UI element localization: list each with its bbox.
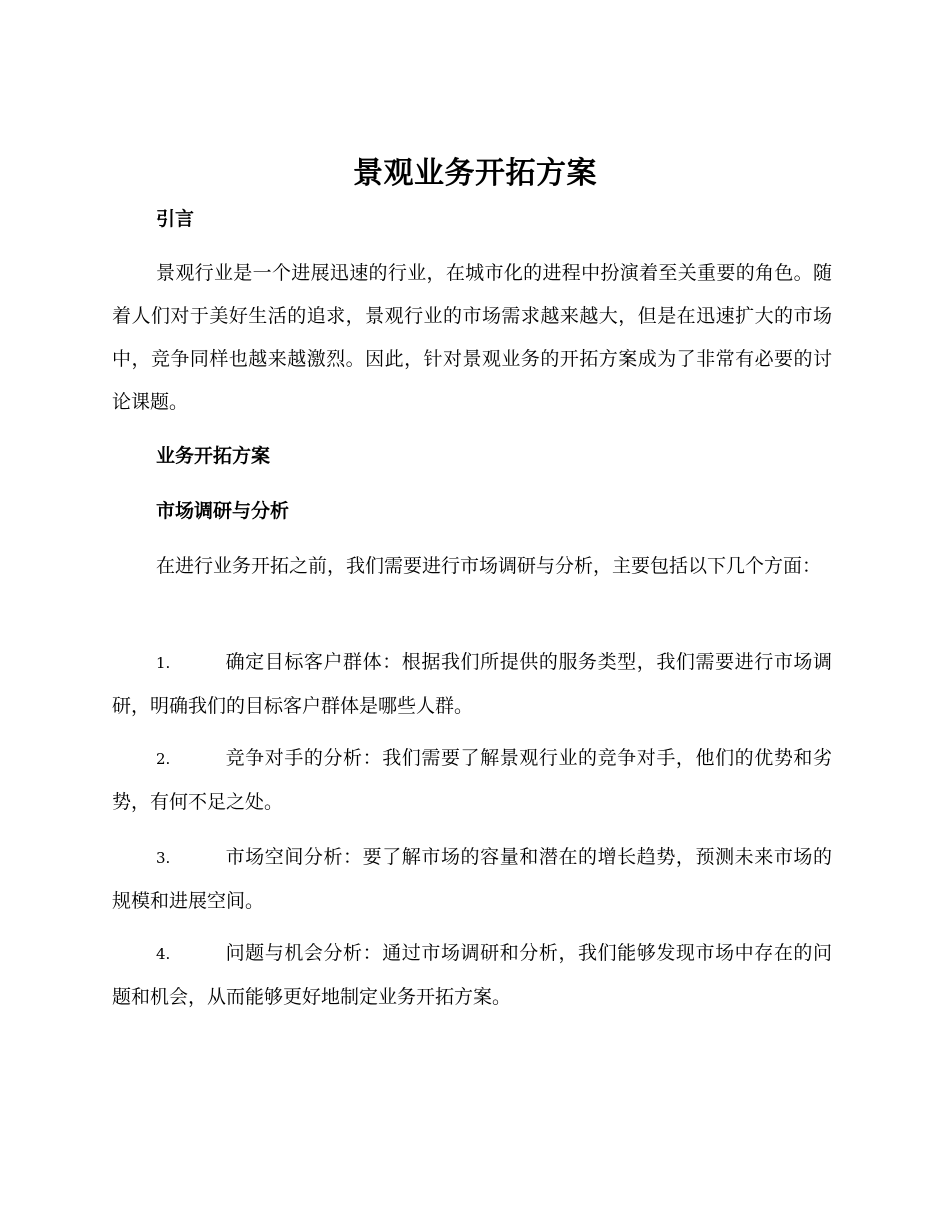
list-item-text: 确定目标客户群体：根据我们所提供的服务类型，我们需要进行市场调研，明确我们的目标客户群体是哪些人群。 xyxy=(112,651,832,717)
intro-heading: 引言 xyxy=(156,208,195,230)
list-item-number: 3. xyxy=(156,849,171,867)
list-item xyxy=(112,737,832,824)
plan-heading: 业务开拓方案 xyxy=(156,445,271,467)
list-item-number: 4. xyxy=(156,945,171,963)
intro-paragraph: 景观行业是一个进展迅速的行业，在城市化的进程中扮演着至关重要的角色。随着人们对于美好生活的追求，景观行业的市场需求越来越大，但是在迅速扩大的市场中，竞争同样也越来越激烈。因此，针对景观业务的开拓方案成为了非常有必要的讨论课题。 xyxy=(112,262,832,413)
research-intro-paragraph: 在进行业务开拓之前，我们需要进行市场调研与分析，主要包括以下几个方面： xyxy=(156,555,822,577)
list-item xyxy=(112,641,832,728)
list-item-number: 2. xyxy=(156,750,171,768)
list-item xyxy=(112,836,832,923)
list-item-text: 竞争对手的分析：我们需要了解景观行业的竞争对手，他们的优势和劣势，有何不足之处。 xyxy=(112,747,832,813)
research-heading: 市场调研与分析 xyxy=(156,500,290,522)
list-item-text: 问题与机会分析：通过市场调研和分析，我们能够发现市场中存在的问题和机会，从而能够更好地制定业务开拓方案。 xyxy=(112,942,832,1008)
list-item-text: 市场空间分析：要了解市场的容量和潜在的增长趋势，预测未来市场的规模和进展空间。 xyxy=(112,846,832,912)
list-item xyxy=(112,932,832,1019)
document-title: 景观业务开拓方案 xyxy=(353,156,597,191)
list-item-number: 1. xyxy=(156,654,171,672)
